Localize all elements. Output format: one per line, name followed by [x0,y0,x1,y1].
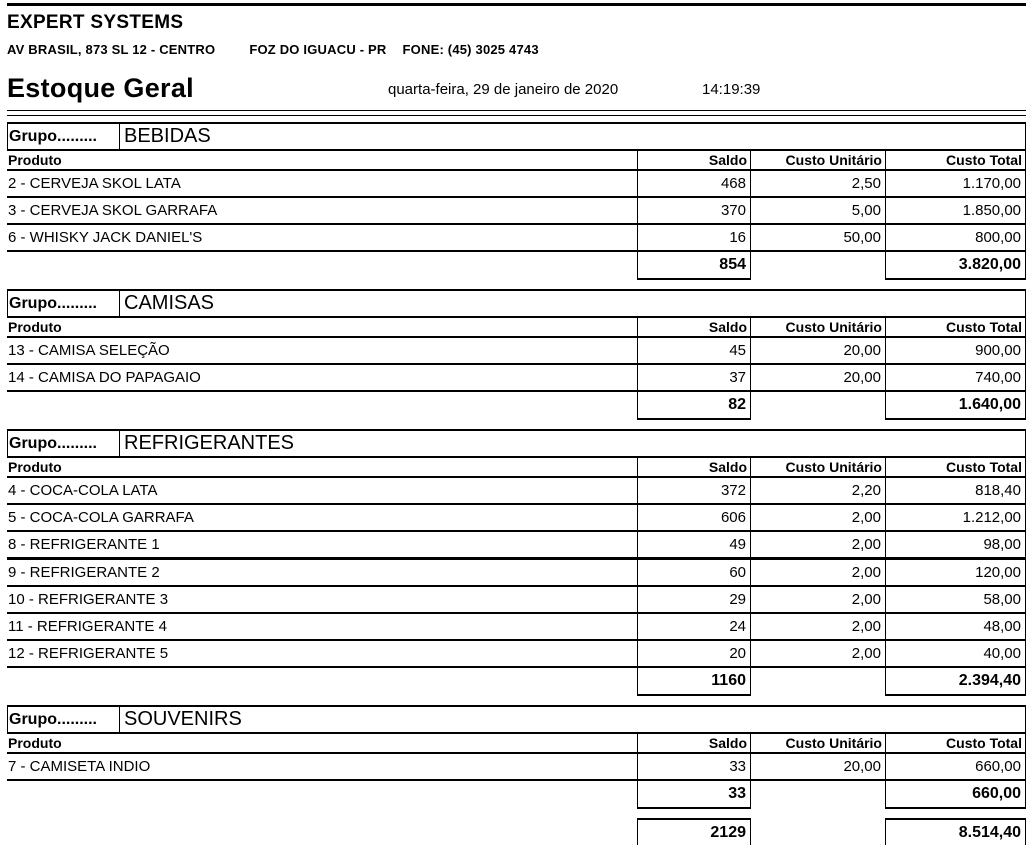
group-total-row [7,252,1026,280]
report-title-row [7,70,1026,102]
saldo-cell: 24 [637,614,751,641]
group-name: SOUVENIRS [124,708,242,730]
column-header-saldo: Saldo [637,458,751,478]
group-total-spacer [7,392,637,420]
saldo-cell: 606 [637,505,751,532]
custo-total-cell: 48,00 [885,614,1026,641]
column-header-custo-unitario: Custo Unitário [751,734,885,754]
address-phone: FONE: (45) 3025 4743 [402,42,539,57]
column-header-row [7,318,1026,338]
group-total-custo-total: 3.820,00 [885,252,1026,280]
custo-total-cell: 818,40 [885,478,1026,505]
product-cell: 2 - CERVEJA SKOL LATA [7,171,637,198]
table-row [7,505,1026,532]
table-row [7,587,1026,614]
column-header-produto: Produto [7,151,637,171]
custo-total-cell: 98,00 [885,532,1026,560]
saldo-cell: 29 [637,587,751,614]
report-time: 14:19:39 [702,81,761,98]
table-row [7,338,1026,365]
custo-unitario-cell: 20,00 [751,365,885,392]
custo-unitario-cell: 5,00 [751,198,885,225]
product-cell: 3 - CERVEJA SKOL GARRAFA [7,198,637,225]
group-section-refrigerantes [7,429,1026,696]
group-total-row [7,781,1026,809]
group-header [7,122,1026,151]
table-row [7,478,1026,505]
group-total-custo-total: 2.394,40 [885,668,1026,696]
group-label: Grupo......... [8,291,120,316]
column-header-row [7,734,1026,754]
product-cell: 11 - REFRIGERANTE 4 [7,614,637,641]
table-row [7,614,1026,641]
custo-total-cell: 1.170,00 [885,171,1026,198]
custo-unitario-cell: 2,00 [751,641,885,668]
group-total-spacer [7,781,637,809]
column-header-produto: Produto [7,734,637,754]
group-total-custo-total: 660,00 [885,781,1026,809]
product-cell: 10 - REFRIGERANTE 3 [7,587,637,614]
address-street: AV BRASIL, 873 SL 12 - CENTRO [7,42,216,57]
grand-total-saldo: 2129 [637,818,751,845]
column-header-produto: Produto [7,318,637,338]
saldo-cell: 20 [637,641,751,668]
custo-total-cell: 740,00 [885,365,1026,392]
group-total-spacer [751,668,885,696]
column-header-custo-total: Custo Total [885,151,1026,171]
product-cell: 13 - CAMISA SELEÇÃO [7,338,637,365]
product-cell: 7 - CAMISETA INDIO [7,754,637,781]
saldo-cell: 45 [637,338,751,365]
custo-unitario-cell: 2,00 [751,505,885,532]
group-total-spacer [751,252,885,280]
group-label: Grupo......... [8,431,120,456]
saldo-cell: 16 [637,225,751,252]
saldo-cell: 372 [637,478,751,505]
column-header-saldo: Saldo [637,151,751,171]
top-rule [7,3,1026,6]
custo-total-cell: 660,00 [885,754,1026,781]
column-header-custo-total: Custo Total [885,734,1026,754]
custo-total-cell: 1.212,00 [885,505,1026,532]
address-city: FOZ DO IGUACU - PR [249,42,387,57]
group-total-row [7,668,1026,696]
product-cell: 9 - REFRIGERANTE 2 [7,560,637,587]
column-header-row [7,458,1026,478]
table-row [7,198,1026,225]
custo-unitario-cell: 2,00 [751,560,885,587]
title-divider [7,110,1026,116]
group-name: BEBIDAS [124,125,211,147]
group-name: CAMISAS [124,292,215,314]
grand-total-row [7,818,1026,845]
custo-unitario-cell: 2,00 [751,532,885,560]
group-header [7,289,1026,318]
column-header-custo-total: Custo Total [885,458,1026,478]
group-section-camisas [7,289,1026,420]
group-section-bebidas [7,122,1026,280]
company-address [7,42,1026,58]
column-header-row [7,151,1026,171]
custo-unitario-cell: 50,00 [751,225,885,252]
grand-total-spacer [751,818,885,845]
saldo-cell: 33 [637,754,751,781]
group-header [7,705,1026,734]
product-cell: 14 - CAMISA DO PAPAGAIO [7,365,637,392]
custo-unitario-cell: 2,00 [751,614,885,641]
product-cell: 6 - WHISKY JACK DANIEL'S [7,225,637,252]
table-row-page-break [7,532,1026,560]
custo-unitario-cell: 20,00 [751,338,885,365]
group-total-spacer [751,392,885,420]
table-row [7,641,1026,668]
group-total-saldo: 33 [637,781,751,809]
table-row [7,560,1026,587]
group-header [7,429,1026,458]
group-section-souvenirs [7,705,1026,809]
group-total-row [7,392,1026,420]
saldo-cell: 370 [637,198,751,225]
company-name: EXPERT SYSTEMS [7,12,184,33]
column-header-custo-unitario: Custo Unitário [751,458,885,478]
report-date: quarta-feira, 29 de janeiro de 2020 [388,81,619,98]
table-row [7,225,1026,252]
group-total-saldo: 82 [637,392,751,420]
grand-total-custo-total: 8.514,40 [885,818,1026,845]
group-total-spacer [751,781,885,809]
group-total-spacer [7,668,637,696]
custo-unitario-cell: 20,00 [751,754,885,781]
column-header-saldo: Saldo [637,734,751,754]
group-label: Grupo......... [8,707,120,732]
report-title: Estoque Geral [7,73,194,103]
group-total-saldo: 1160 [637,668,751,696]
custo-total-cell: 900,00 [885,338,1026,365]
column-header-custo-total: Custo Total [885,318,1026,338]
table-row [7,365,1026,392]
group-label: Grupo......... [8,124,120,149]
custo-unitario-cell: 2,20 [751,478,885,505]
custo-unitario-cell: 2,50 [751,171,885,198]
grand-total-spacer [7,818,637,845]
custo-total-cell: 40,00 [885,641,1026,668]
table-row [7,754,1026,781]
group-total-spacer [7,252,637,280]
custo-total-cell: 800,00 [885,225,1026,252]
saldo-cell: 37 [637,365,751,392]
saldo-cell: 60 [637,560,751,587]
custo-total-cell: 58,00 [885,587,1026,614]
custo-unitario-cell: 2,00 [751,587,885,614]
product-cell: 12 - REFRIGERANTE 5 [7,641,637,668]
custo-total-cell: 1.850,00 [885,198,1026,225]
custo-total-cell: 120,00 [885,560,1026,587]
product-cell: 5 - COCA-COLA GARRAFA [7,505,637,532]
table-row [7,171,1026,198]
group-total-saldo: 854 [637,252,751,280]
column-header-custo-unitario: Custo Unitário [751,318,885,338]
group-name: REFRIGERANTES [124,432,295,454]
column-header-custo-unitario: Custo Unitário [751,151,885,171]
group-total-custo-total: 1.640,00 [885,392,1026,420]
product-cell: 4 - COCA-COLA LATA [7,478,637,505]
saldo-cell: 468 [637,171,751,198]
column-header-saldo: Saldo [637,318,751,338]
saldo-cell: 49 [637,532,751,560]
column-header-produto: Produto [7,458,637,478]
product-cell: 8 - REFRIGERANTE 1 [7,532,637,560]
